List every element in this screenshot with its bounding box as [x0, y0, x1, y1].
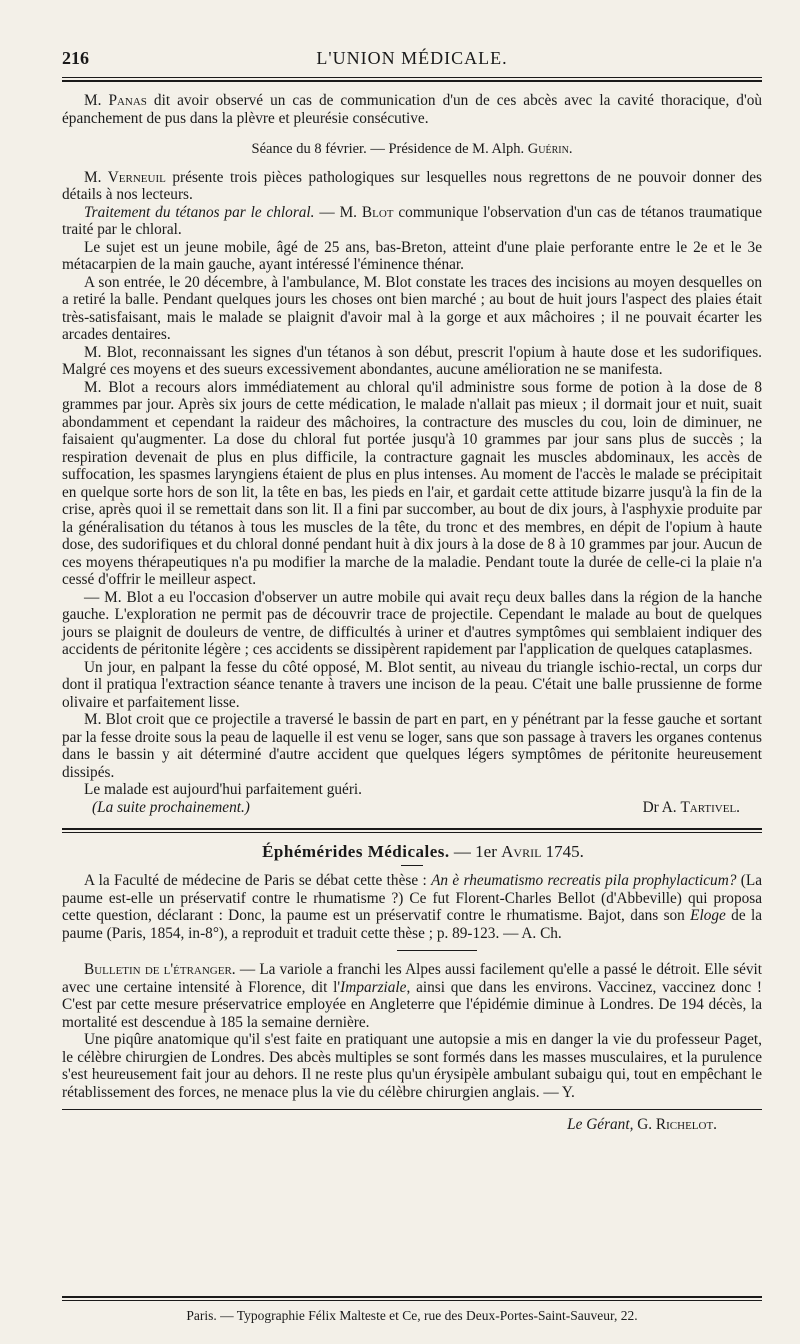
paragraph: Le malade est aujourd'hui parfaitement guéri. — [84, 781, 362, 798]
article-body — [62, 92, 762, 1134]
header-rule-thick — [62, 80, 762, 82]
footer-rule — [62, 1296, 762, 1298]
suite-note: (La suite prochainement.) — [92, 798, 250, 816]
paragraph: Un jour, en palpant la fesse du côté opposé, M. Blot sentit, au niveau du triangle ischio-rectal, un corps dur dont il pratiqua l'extraction séance tenante à travers une incison de la peau. C'était une balle prussienne de forme olivaire et parfaitement lisse. — [62, 658, 762, 711]
paragraph: — M. Blot a eu l'occasion d'observer un autre mobile qui avait reçu deux balles dans la région de la hanche gauche. L'exploration ne permit pas de découvrir trace de projectile. Cependant le malade au bout de quelques jours se plaignit de douleurs de ventre, de difficultés à uriner et d'autres symptômes qui semblaient indiquer des accidents de péritonite légère ; ces accidents se dissipèrent rapidement par l'application de quelques cataplasmes. — [62, 588, 762, 658]
paragraph: Le sujet est un jeune mobile, âgé de 25 ans, bas-Breton, atteint d'une plaie perforante entre le 2e et le 3e métacarpien de la main gauche, ayant intéressé l'éminence thénar. — [62, 238, 762, 273]
paragraph-bulletin: Bulletin de l'étranger. — La variole a franchi les Alpes aussi facilement qu'elle a passé le détroit. Elle sévit avec une certaine intensité à Florence, dit l'Imparziale, ainsi que dans les environs. Vaccinez, vaccinez donc ! C'est par cette mesure préservatrice employée en Angleterre que l'épidémie diminue à Londres. De 194 décès, la mortalité est descendue à 185 la semaine dernière. — [62, 961, 763, 1031]
title-dash — [401, 865, 423, 866]
ephemerides-title: Éphémérides Médicales. — 1er Avril 1745. — [262, 842, 584, 861]
closing-rule — [62, 1109, 762, 1110]
gerant-signature: Le Gérant, G. Richelot. — [567, 1116, 717, 1133]
header-rule — [62, 77, 762, 78]
author-signature: Dr A. Tartivel. — [642, 798, 740, 816]
separator-rule — [397, 950, 477, 951]
paragraph: M. Blot a recours alors immédiatement au chloral qu'il administre sous forme de potion à la dose de 8 grammes par jour. Après six jours de cette médication, le malade n'allait pas mieux ; il dormait jour et nuit, suait abondamment et cependant la raideur des mâchoires, la contracture des muscles du cou, loin de diminuer, ne faisaient qu'augmenter. La dose du chloral fut portée jusqu'à 10 grammes par jour sans plus de succès ; la respiration devenait de plus en plus difficile, la contracture gagnait les muscles abdominaux, les accès de suffocation, les spasmes laryngiens étaient de plus en plus intenses. Au moment de l'accès le malade se précipitait en quelque sorte hors de son lit, la tête en bas, les pieds en l'air, et gardait cette attitude bizarre jusqu'à la fin de la crise, après quoi il se remettait dans son lit. Il a fini par succomber, au bout de dix jours, à l'asphyxie produite par la généralisation du tétanos à tous les muscles de la tête, du tronc et des membres, en dépit de l'opium à haute dose, des sudorifiques et du chloral donné pendant huit à dix jours à la dose de 8 à 10 grammes par jour. Aucun de ces moyens thérapeutiques n'a pu modifier la marche de la maladie. Pendant toute la durée de celle-ci la plaie n'a cessé d'offrir le meilleur aspect. — [62, 378, 762, 588]
paragraph-verneuil: M. Verneuil présente trois pièces pathologiques sur lesquelles nous regrettons de ne pouvoir donner des détails à nos lecteurs. — [62, 168, 762, 203]
printer-imprint: Paris. — Typographie Félix Malteste et Ce, rue des Deux-Portes-Saint-Sauveur, 22. — [186, 1308, 638, 1323]
footer-rule-thin — [62, 1300, 762, 1301]
seance-heading: Séance du 8 février. — Présidence de M. Alph. Guérin. — [251, 141, 573, 157]
page-number: 216 — [62, 48, 89, 68]
paragraph: Une piqûre anatomique qu'il s'est faite en pratiquant une autopsie a mis en danger la vie du professeur Paget, le célèbre chirurgien de Londres. Des abcès multiples se sont formés dans les masses musculaires, et la purulence s'est heureusement fait jour au dehors. Il ne reste plus qu'un érysipèle ambulant subaigu qui, tout en empêchant le rétablissement des forces, ne menace plus la vie du célèbre chirurgien anglais. — Y. — [62, 1031, 762, 1101]
paragraph-panas: M. Panas dit avoir observé un cas de communication d'un de ces abcès avec la cavité thoracique, d'où épanchement de pus dans la plèvre et pleurésie consécutive. — [62, 92, 762, 127]
article-signature — [62, 799, 762, 817]
page-header — [62, 48, 762, 74]
paragraph: A son entrée, le 20 décembre, à l'ambulance, M. Blot constate les traces des incisions au moyen desquelles on a retiré la balle. Pendant quelques jours les choses ont bien marché ; au bout de huit jours l'aspect des plaies était très-satisfaisant, mais le malade se plaignit d'avoir mal à la gorge et aux mâchoires ; il ne pouvait écarter les arcades dentaires. — [62, 273, 762, 343]
paragraph-traitement: Traitement du tétanos par le chloral. — M. Blot communique l'observation d'un cas de tétanos traumatique traité par le chloral. — [62, 203, 762, 238]
paragraph-ephemeride: A la Faculté de médecine de Paris se débat cette thèse : An è rheumatismo recreatis pila prophylacticum? (La paume est-elle un préservatif contre le rhumatisme ?) Ce fut Florent-Charles Bellot (d'Abbeville) qui proposa cette question, déclarant : Donc, la paume est un préservatif contre le rhumatisme. Bajot, dans son Eloge de la paume (Paris, 1854, in-8°), a reproduit et traduit cette thèse ; p. 89-123. — A. Ch. — [62, 872, 762, 942]
paragraph: M. Blot croit que ce projectile a traversé le bassin de part en part, en y pénétrant par la fesse gauche et sortant par la fesse droite sous la peau de laquelle il est venu se loger, sans que son passage à travers les organes contenus dans le bassin y ait déterminé d'autre accident que quelques légers symptômes de péritonite heureusement dissipés. — [62, 711, 762, 781]
paragraph: M. Blot, reconnaissant les signes d'un tétanos à son début, prescrit l'opium à haute dose et les sudorifiques. Malgré ces moyens et des sueurs excessivement abondantes, aucune amélioration ne se manifesta. — [62, 343, 762, 378]
journal-title: L'UNION MÉDICALE. — [316, 48, 508, 68]
